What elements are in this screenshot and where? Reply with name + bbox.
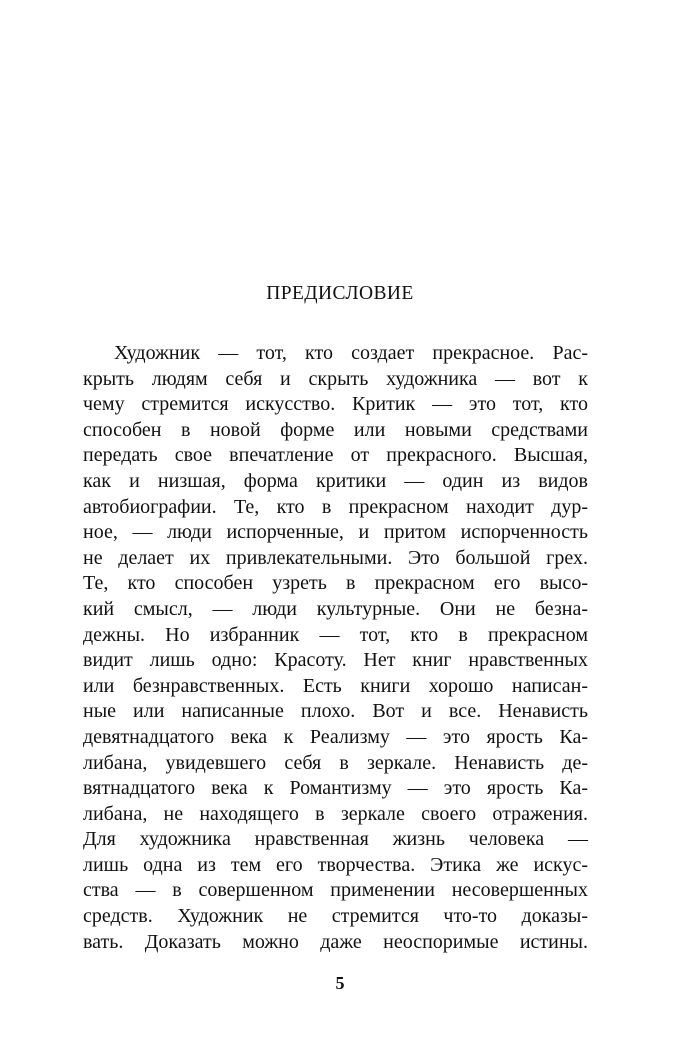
text-line: дежны. Но избранник — тот, кто в прекрасном [83, 623, 588, 646]
text-line: или безнравственных. Есть книги хорошо написан- [83, 674, 588, 697]
text-line: либана, не находящего в зеркале своего отражения. [83, 802, 588, 825]
text-line: чему стремится искусство. Критик — это тот, кто [83, 393, 588, 416]
text-line: передать свое впечатление от прекрасного. Высшая, [83, 444, 588, 467]
text-line: Те, кто способен узреть в прекрасном его высо- [83, 572, 588, 595]
text-line: вать. Доказать можно даже неоспоримые истины. [83, 930, 588, 953]
text-line: видит лишь одно: Красоту. Нет книг нравственных [83, 649, 588, 672]
chapter-title: ПРЕДИСЛОВИЕ [266, 283, 414, 304]
text-line: как и низшая, форма критики — один из видов [83, 469, 588, 492]
page-number: 5 [335, 973, 345, 993]
text-line: автобиографии. Те, кто в прекрасном находит дур- [83, 495, 588, 518]
text-line: способен в новой форме или новыми средствами [83, 418, 588, 441]
text-line: Для художника нравственная жизнь человека — [83, 828, 588, 851]
text-line: крыть людям себя и скрыть художника — вот к [83, 367, 588, 390]
text-line: вятнадцатого века к Романтизму — это ярость Ка- [83, 777, 588, 800]
text-line: не делает их привлекательными. Это большой грех. [83, 546, 588, 569]
text-line: средств. Художник не стремится что-то доказы- [83, 905, 588, 928]
text-line: либана, увидевшего себя в зеркале. Ненависть де- [83, 751, 588, 774]
text-line: девятнадцатого века к Реализму — это ярость Ка- [83, 725, 588, 748]
preface-paragraph [83, 341, 588, 955]
text-line: ные или написанные плохо. Вот и все. Ненависть [83, 700, 588, 723]
text-line: ства — в совершенном применении несовершенных [83, 879, 588, 902]
text-line: кий смысл, — люди культурные. Они не безна- [83, 597, 588, 620]
text-line: Художник — тот, кто создает прекрасное. Рас- [114, 342, 588, 364]
text-line: лишь одна из тем его творчества. Этика же искус- [83, 853, 588, 876]
text-line: ное, — люди испорченные, и притом испорченность [83, 521, 588, 544]
